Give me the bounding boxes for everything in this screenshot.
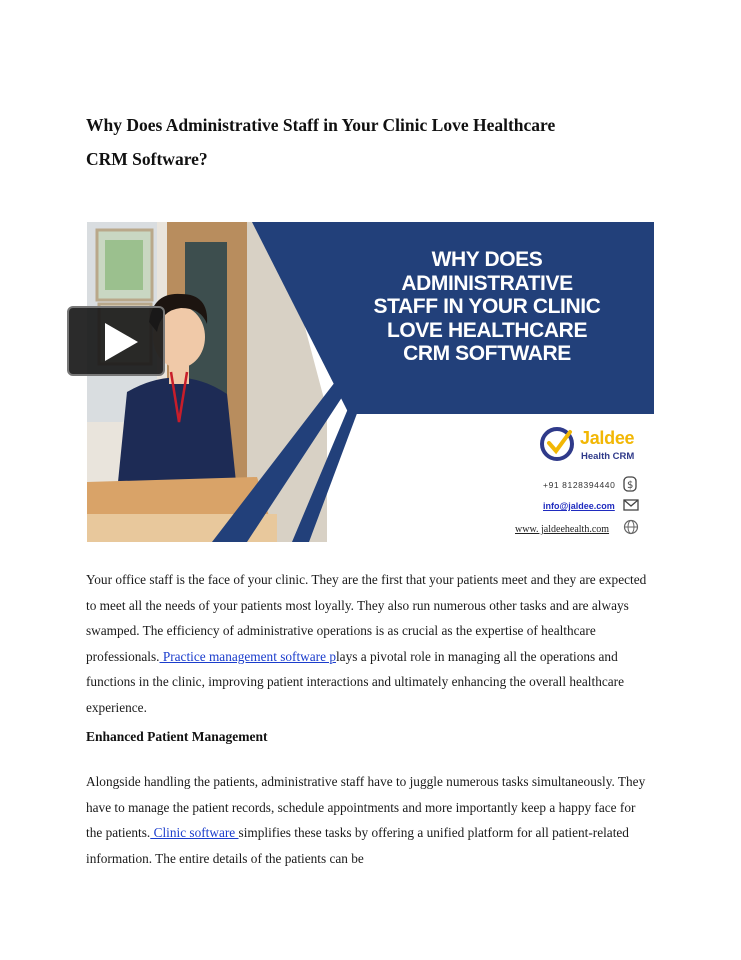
intro-text-after: lays a pivotal role in managing all the operations and functions in the clinic, improving patient interactions and ultimately enhancing the overall healthcare experience.	[86, 648, 624, 715]
patient-management-paragraph	[86, 769, 648, 871]
brand-name: Jaldee	[580, 428, 635, 448]
contact-phone: +91 8128394440	[543, 480, 616, 490]
pm-text-after: simplifies these tasks by offering a unified platform for all patient-related information. The entire details of the patients can be	[86, 825, 629, 866]
mail-icon	[623, 499, 639, 511]
banner-headline-line: WHY DOES	[431, 248, 543, 271]
banner-headline-line: LOVE HEALTHCARE	[386, 318, 588, 342]
contact-website: www. jaldeehealth.com	[515, 524, 610, 535]
banner-headline-line: ADMINISTRATIVE	[401, 271, 573, 295]
banner-headline-line: CRM SOFTWARE	[403, 342, 571, 365]
section-heading-enhanced-patient-management: Enhanced Patient Management	[86, 729, 268, 744]
brand-subtitle: Health CRM	[581, 451, 635, 462]
video-play-button[interactable]	[67, 306, 165, 376]
globe-icon	[623, 519, 639, 535]
pm-text-before: Alongside handling the patients, administrative staff have to juggle numerous tasks simultaneously. They have to manage the patient records, schedule appointments and more importantly keep a happy face for the patients.	[86, 774, 646, 841]
clinic-software-link[interactable]: Clinic software	[150, 825, 239, 841]
title-line-2: CRM Software?	[86, 149, 208, 169]
banner-headline-line: STAFF IN YOUR CLINIC	[373, 295, 601, 318]
intro-paragraph	[86, 567, 648, 721]
article-banner-image	[87, 222, 654, 542]
contact-email: info@jaldee.com	[543, 501, 615, 511]
practice-management-software-link[interactable]: Practice management software p	[159, 648, 336, 664]
intro-text-before: Your office staff is the face of your clinic. They are the first that your patients meet and they are expected to meet all the needs of your patients most loyally. They also run numerous other tasks and are always swamped. The efficiency of administrative operations is as crucial as the expertise of healthcare professionals.	[86, 572, 647, 664]
page-title	[86, 108, 646, 176]
title-line-1: Why Does Administrative Staff in Your Clinic Love Healthcare	[86, 115, 556, 135]
phone-icon	[623, 476, 637, 492]
play-icon	[105, 323, 138, 361]
svg-text:$: $	[627, 480, 634, 491]
banner-headline	[362, 248, 612, 366]
